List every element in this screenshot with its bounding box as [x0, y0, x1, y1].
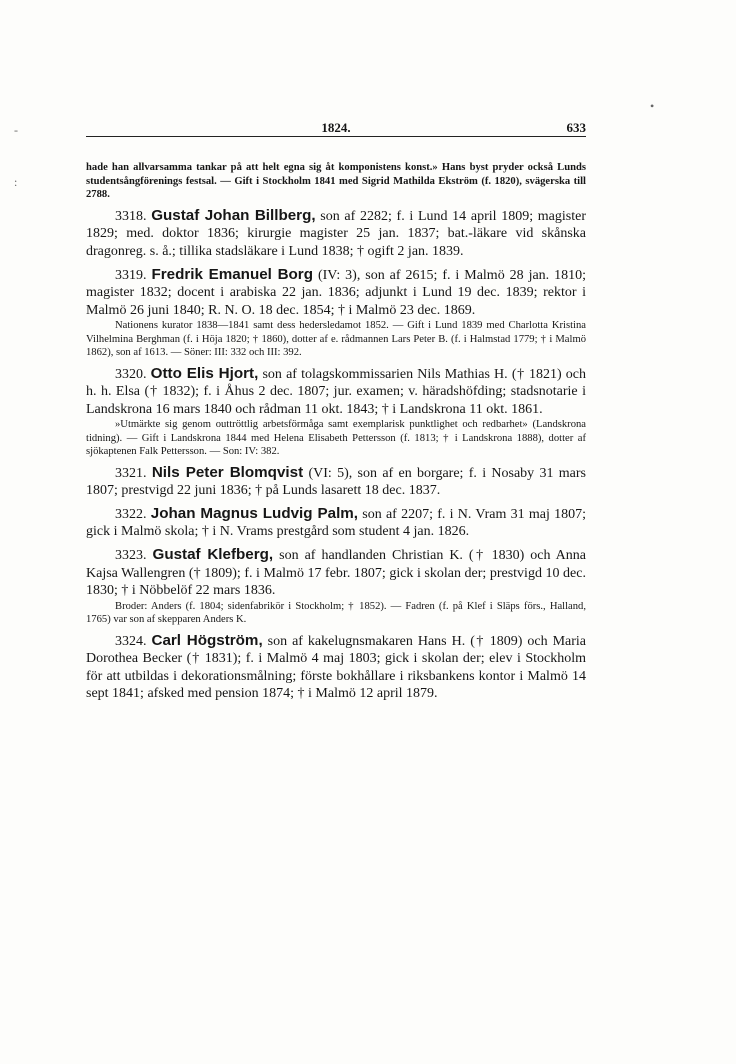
entry-3323	[86, 546, 586, 600]
entry-text: (VI: 5), son af en borgare; f. i Nosaby 31 mars 1807; prestvigd 22 juni 1836; † på Lunds lasarett 18 dec. 1837.	[86, 465, 587, 499]
entry-text: son af handlanden Christian K. († 1830) och Anna Kajsa Wallengren († 1809); f. i Malmö 17 febr. 1807; gick i skolan der; prestvigd 10 dec. 1830; † i Nöbbelöf 22 mars 1836.	[86, 547, 586, 599]
entry-note-3319: Nationens kurator 1838—1841 samt dess hedersledamot 1852. — Gift i Lund 1839 med Charlotta Kristina Vilhelmina Berghman (f. i Höja 1820; † 1860), dotter af e. rådmannen Lars Peter B. (f. i Halmstad 1779; † i Malmö 1862), son af 1613. — Söner: III: 332 och III: 392.	[86, 320, 586, 359]
continuation-text: hade han allvarsamma tankar på att helt egna sig åt komponistens konst.» Hans byst pryder också Lunds studentsångförenings festsal. — Gift i Stockholm 1841 med Sigrid Mathilda Ekström (f. 1820), svägerska till 2788.	[86, 162, 586, 201]
entry-3319	[86, 266, 586, 320]
margin-mark-colon: :	[14, 175, 18, 189]
entry-text: son af tolagskommissarien Nils Mathias H. († 1821) och h. h. Elsa († 1832); f. i Åhus 2 dec. 1807; jur. examen; v. häradshöfding; stadsnotarie i Landskrona 16 mars 1840 och rådman 11 okt. 1843; † i Landskrona 11 okt. 1861.	[86, 366, 587, 417]
entry-name: Gustaf Johan Billberg,	[151, 206, 316, 224]
entry-number: 3323.	[115, 547, 147, 563]
entry-number: 3322.	[115, 506, 147, 522]
page-number: 633	[566, 120, 586, 135]
entry-number: 3321.	[115, 465, 147, 481]
entry-number: 3320.	[115, 366, 147, 382]
entry-3318	[86, 207, 586, 261]
entry-name: Carl Högström,	[151, 631, 263, 649]
entry-3320	[86, 365, 586, 419]
entry-note-3323: Broder: Anders (f. 1804; sidenfabrikör i Stockholm; † 1852). — Fadren (f. på Klef i Släps förs., Halland, 1765) var son af skepparen Anders K.	[86, 600, 586, 626]
entry-3321	[86, 464, 586, 500]
running-head	[86, 118, 586, 137]
entry-text: son af 2282; f. i Lund 14 april 1809; magister 1829; med. doktor 1836; kirurgie magister 25 jan. 1837; bat.-läkare vid skånska dragonreg. s. å.; tillika stadsläkare i Lund 1838; † ogift 2 jan. 1839.	[86, 208, 586, 259]
entry-text: (IV: 3), son af 2615; f. i Malmö 28 jan. 1810; magister 1832; docent i arabiska 22 jan. 1836; adjunkt i Lund 19 dec. 1839; rektor i Malmö 26 juni 1840; R. N. O. 18 dec. 1854; † i Malmö 23 dec. 1869.	[86, 267, 587, 318]
entry-3324	[86, 632, 586, 703]
page-year: 1824.	[321, 120, 351, 135]
entry-name: Gustaf Klefberg,	[152, 545, 274, 563]
entry-note-3320: »Utmärkte sig genom outtröttlig arbetsförmåga samt exemplarisk punktlighet och redbarhet» (Landskrona tidning). — Gift i Landskrona 1844 med Helena Elisabeth Pettersson (f. 1813; † i Landskrona 1888), dotter af sjökaptenen Falk Pettersson. — Son: IV: 382.	[86, 419, 586, 458]
entry-text: son af kakelugnsmakaren Hans H. († 1809) och Maria Dorothea Becker († 1831); f. i Malmö 4 maj 1803; gick i skolan der; elev i Stockholm för att utbildas i dekorationsmålning; förste bokhållare i riksbankens kontor i Malmö 14 sept 1841; afsked med pension 1874; † i Malmö 12 april 1879.	[86, 633, 587, 702]
entry-name: Johan Magnus Ludvig Palm,	[150, 504, 359, 522]
book-page	[86, 118, 586, 703]
entry-text: son af 2207; f. i N. Vram 31 maj 1807; gick i Malmö skola; † i N. Vrams prestgård som student 4 jan. 1826.	[86, 506, 587, 540]
entry-number: 3318.	[115, 208, 147, 224]
entry-number: 3324.	[115, 633, 147, 649]
entry-number: 3319.	[115, 267, 147, 283]
margin-mark-dot: •	[650, 99, 655, 113]
entry-name: Nils Peter Blomqvist	[151, 463, 304, 481]
entry-name: Fredrik Emanuel Borg	[151, 265, 313, 283]
entry-3322	[86, 505, 586, 541]
entry-name: Otto Elis Hjort,	[150, 364, 259, 382]
margin-mark-dash: -	[14, 123, 18, 137]
